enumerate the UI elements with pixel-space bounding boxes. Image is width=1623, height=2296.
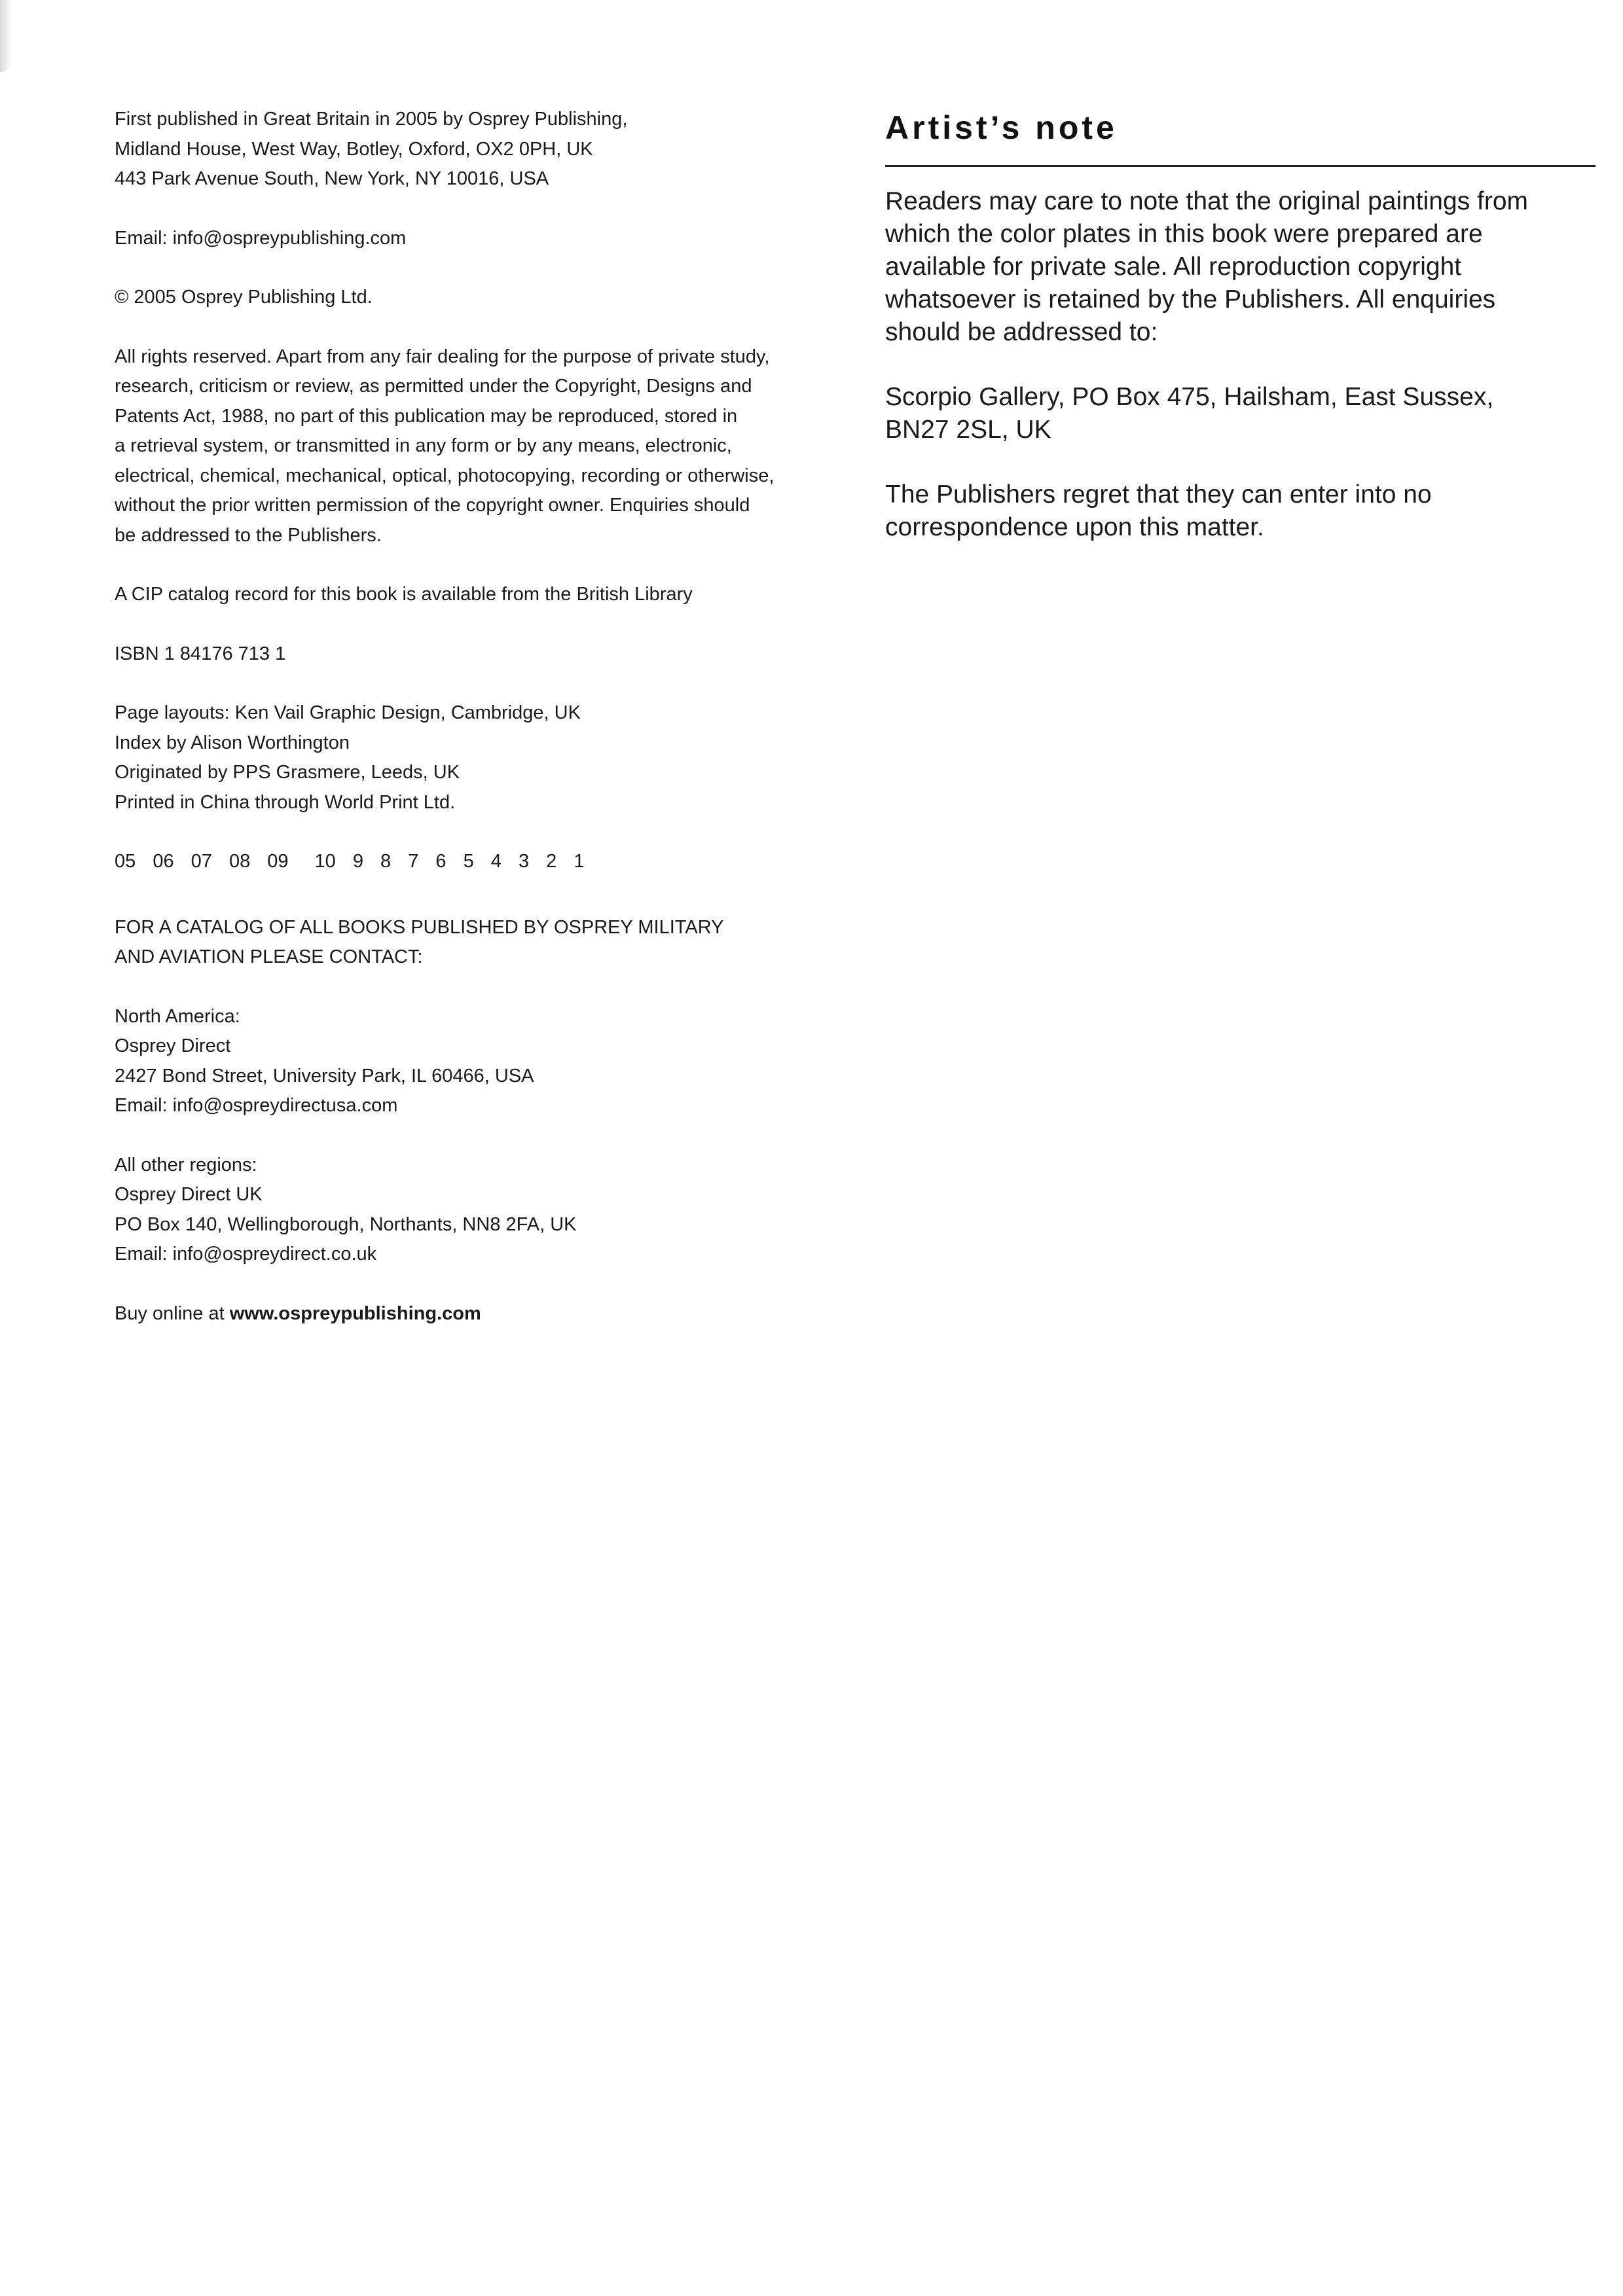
isbn-line: ISBN 1 84176 713 1: [115, 643, 286, 664]
note-line: correspondence upon this matter.: [885, 513, 1264, 541]
other-regions-contact: [115, 1151, 835, 1270]
rights-line: Patents Act, 1988, no part of this publication may be reproduced, stored in: [115, 405, 738, 427]
contact-line: Osprey Direct UK: [115, 1184, 263, 1205]
note-line: whatsoever is retained by the Publishers. All enquiries: [885, 285, 1496, 314]
note-paragraph-correspondence: [885, 478, 1596, 544]
publisher-line: Midland House, West Way, Botley, Oxford, OX2 0PH, UK: [115, 138, 593, 160]
buy-online-prefix: Buy online at: [115, 1302, 230, 1324]
contact-line: North America:: [115, 1005, 240, 1027]
isbn: [115, 639, 835, 670]
catalog-heading: [115, 913, 835, 973]
note-line: should be addressed to:: [885, 318, 1158, 346]
note-paragraph-address: [885, 381, 1596, 446]
buy-online: [115, 1299, 835, 1329]
artists-note-column: [885, 105, 1596, 576]
contact-line: 2427 Bond Street, University Park, IL 60466, USA: [115, 1065, 534, 1086]
scan-edge-shadow: [0, 0, 12, 72]
catalog-line: AND AVIATION PLEASE CONTACT:: [115, 946, 423, 967]
cip-line: A CIP catalog record for this book is available from the British Library: [115, 584, 693, 605]
publisher-line: 443 Park Avenue South, New York, NY 10016, USA: [115, 168, 549, 189]
note-line: BN27 2SL, UK: [885, 416, 1051, 444]
contact-line: All other regions:: [115, 1154, 257, 1175]
publisher-line: First published in Great Britain in 2005 by Osprey Publishing,: [115, 109, 628, 130]
printing-numbers: [115, 847, 835, 877]
catalog-line: FOR A CATALOG OF ALL BOOKS PUBLISHED BY OSPREY MILITARY: [115, 916, 724, 938]
imprint-column: [115, 105, 835, 1358]
note-line: The Publishers regret that they can enter into no: [885, 480, 1432, 509]
buy-online-url: www.ospreypublishing.com: [229, 1302, 481, 1324]
copyright-notice: [115, 283, 835, 313]
note-line: Scorpio Gallery, PO Box 475, Hailsham, East Sussex,: [885, 383, 1494, 411]
email-line: Email: info@ospreypublishing.com: [115, 227, 407, 249]
credit-line: Printed in China through World Print Ltd.: [115, 791, 456, 813]
note-line: Readers may care to note that the original paintings from: [885, 187, 1529, 215]
production-credits: [115, 698, 835, 817]
contact-line: Osprey Direct: [115, 1035, 231, 1056]
heading-divider: [885, 165, 1596, 167]
note-line: which the color plates in this book were prepared are: [885, 220, 1483, 248]
rights-line: be addressed to the Publishers.: [115, 524, 382, 546]
contact-line: Email: info@ospreydirect.co.uk: [115, 1244, 377, 1265]
artists-note-heading: Artist’s note: [885, 109, 1118, 146]
cip-record: [115, 580, 835, 610]
rights-line: electrical, chemical, mechanical, optical, photocopying, recording or otherwise,: [115, 465, 775, 486]
credit-line: Page layouts: Ken Vail Graphic Design, Cambridge, UK: [115, 702, 581, 723]
print-run: 10 9 8 7 6 5 4 3 2 1: [314, 851, 585, 872]
north-america-contact: [115, 1002, 835, 1121]
publisher-email: [115, 224, 835, 254]
copyright-line: © 2005 Osprey Publishing Ltd.: [115, 287, 373, 308]
note-line: available for private sale. All reproduction copyright: [885, 253, 1462, 281]
rights-statement: [115, 342, 835, 551]
note-paragraph-sale: [885, 185, 1596, 349]
rights-line: a retrieval system, or transmitted in any form or by any means, electronic,: [115, 435, 732, 456]
edition-years: 05 06 07 08 09: [115, 851, 289, 872]
publisher-address: [115, 105, 835, 194]
contact-line: PO Box 140, Wellingborough, Northants, NN8 2FA, UK: [115, 1213, 577, 1235]
credit-line: Originated by PPS Grasmere, Leeds, UK: [115, 762, 460, 783]
rights-line: All rights reserved. Apart from any fair dealing for the purpose of private study,: [115, 346, 770, 367]
rights-line: without the prior written permission of the copyright owner. Enquiries should: [115, 495, 750, 516]
rights-line: research, criticism or review, as permitted under the Copyright, Designs and: [115, 376, 752, 397]
contact-line: Email: info@ospreydirectusa.com: [115, 1095, 398, 1116]
credit-line: Index by Alison Worthington: [115, 732, 350, 753]
